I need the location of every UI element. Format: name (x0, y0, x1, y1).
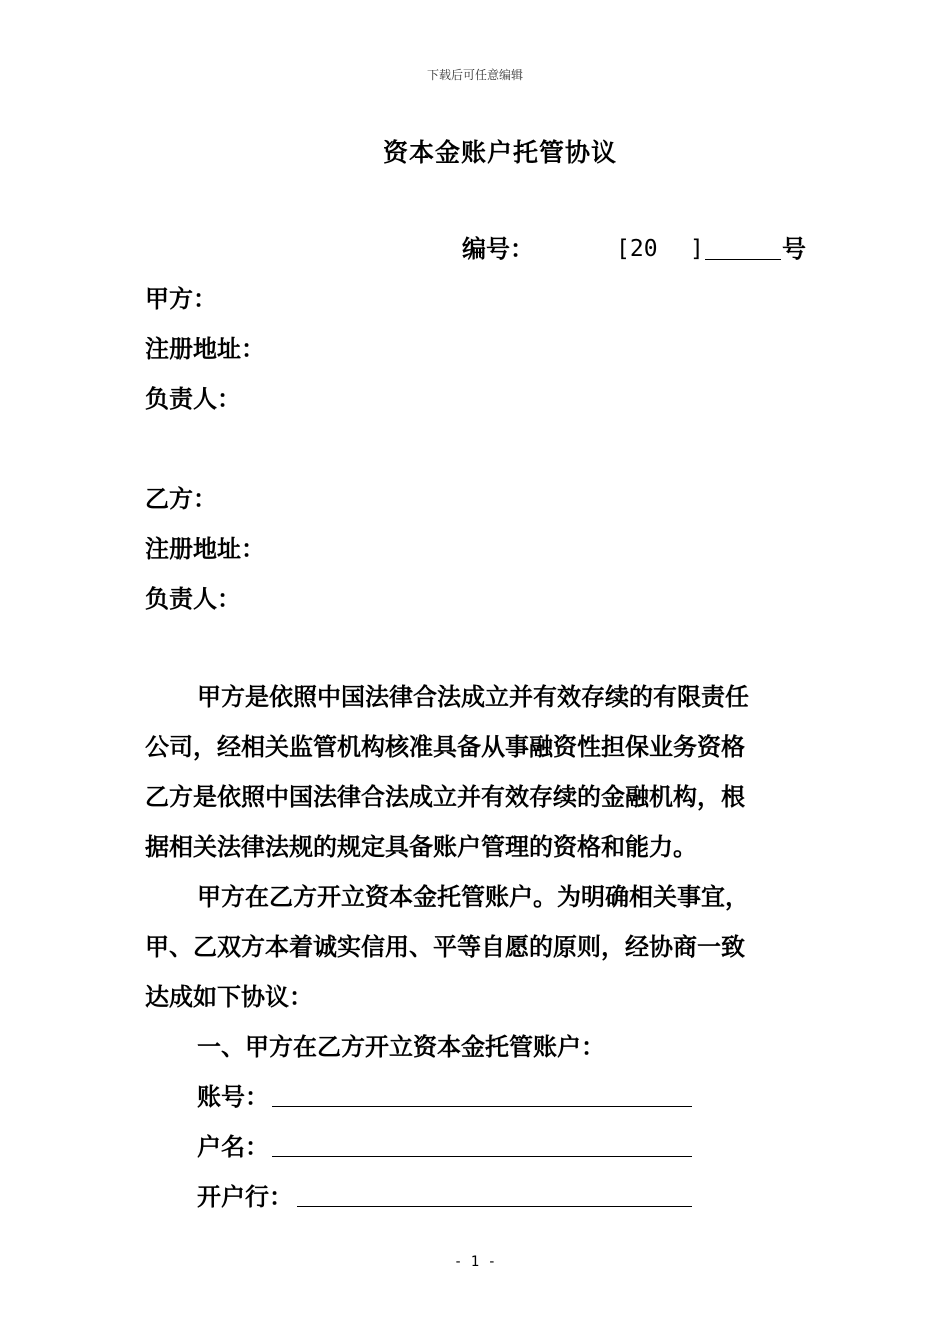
paragraph-2-line-1: 甲方在乙方开立资本金托管账户。为明确相关事宜， (197, 882, 749, 911)
party-a-address-label: 注册地址： (145, 334, 265, 363)
party-a-label: 甲方： (145, 284, 217, 313)
account-number-field[interactable] (272, 1106, 692, 1107)
paragraph-1-line-3: 乙方是依照中国法律合法成立并有效存续的金融机构，根 (145, 782, 745, 811)
paragraph-1-line-2: 公司，经相关监管机构核准具备从事融资性担保业务资格 (145, 732, 745, 761)
paragraph-1-line-4: 据相关法律法规的规定具备账户管理的资格和能力。 (145, 832, 697, 861)
bank-label: 开户行： (197, 1182, 293, 1211)
account-name-label: 户名： (197, 1132, 269, 1161)
party-b-address-label: 注册地址： (145, 534, 265, 563)
header-note: 下载后可任意编辑 (426, 68, 523, 82)
paragraph-2-line-3: 达成如下协议： (145, 982, 313, 1011)
paragraph-2-line-2: 甲、乙双方本着诚实信用、平等自愿的原则，经协商一致 (145, 932, 745, 961)
account-name-field[interactable] (272, 1156, 692, 1157)
document-number-label: 编号： (462, 234, 534, 263)
document-number-year: [20 (616, 236, 658, 262)
document-number-suffix: 号 (782, 234, 806, 263)
clause-1-heading: 一、甲方在乙方开立资本金托管账户： (197, 1032, 605, 1061)
paragraph-1-line-1: 甲方是依照中国法律合法成立并有效存续的有限责任 (197, 682, 749, 711)
party-b-representative-label: 负责人： (145, 584, 241, 613)
party-a-representative-label: 负责人： (145, 384, 241, 413)
document-number-blank[interactable] (705, 259, 781, 260)
party-b-label: 乙方： (145, 484, 217, 513)
page-number: - 1 - (453, 1254, 497, 1270)
document-title: 资本金账户托管协议 (382, 138, 617, 167)
account-number-label: 账号： (197, 1082, 269, 1111)
bank-field[interactable] (297, 1206, 692, 1207)
document-number-bracket-close: ] (690, 236, 704, 262)
